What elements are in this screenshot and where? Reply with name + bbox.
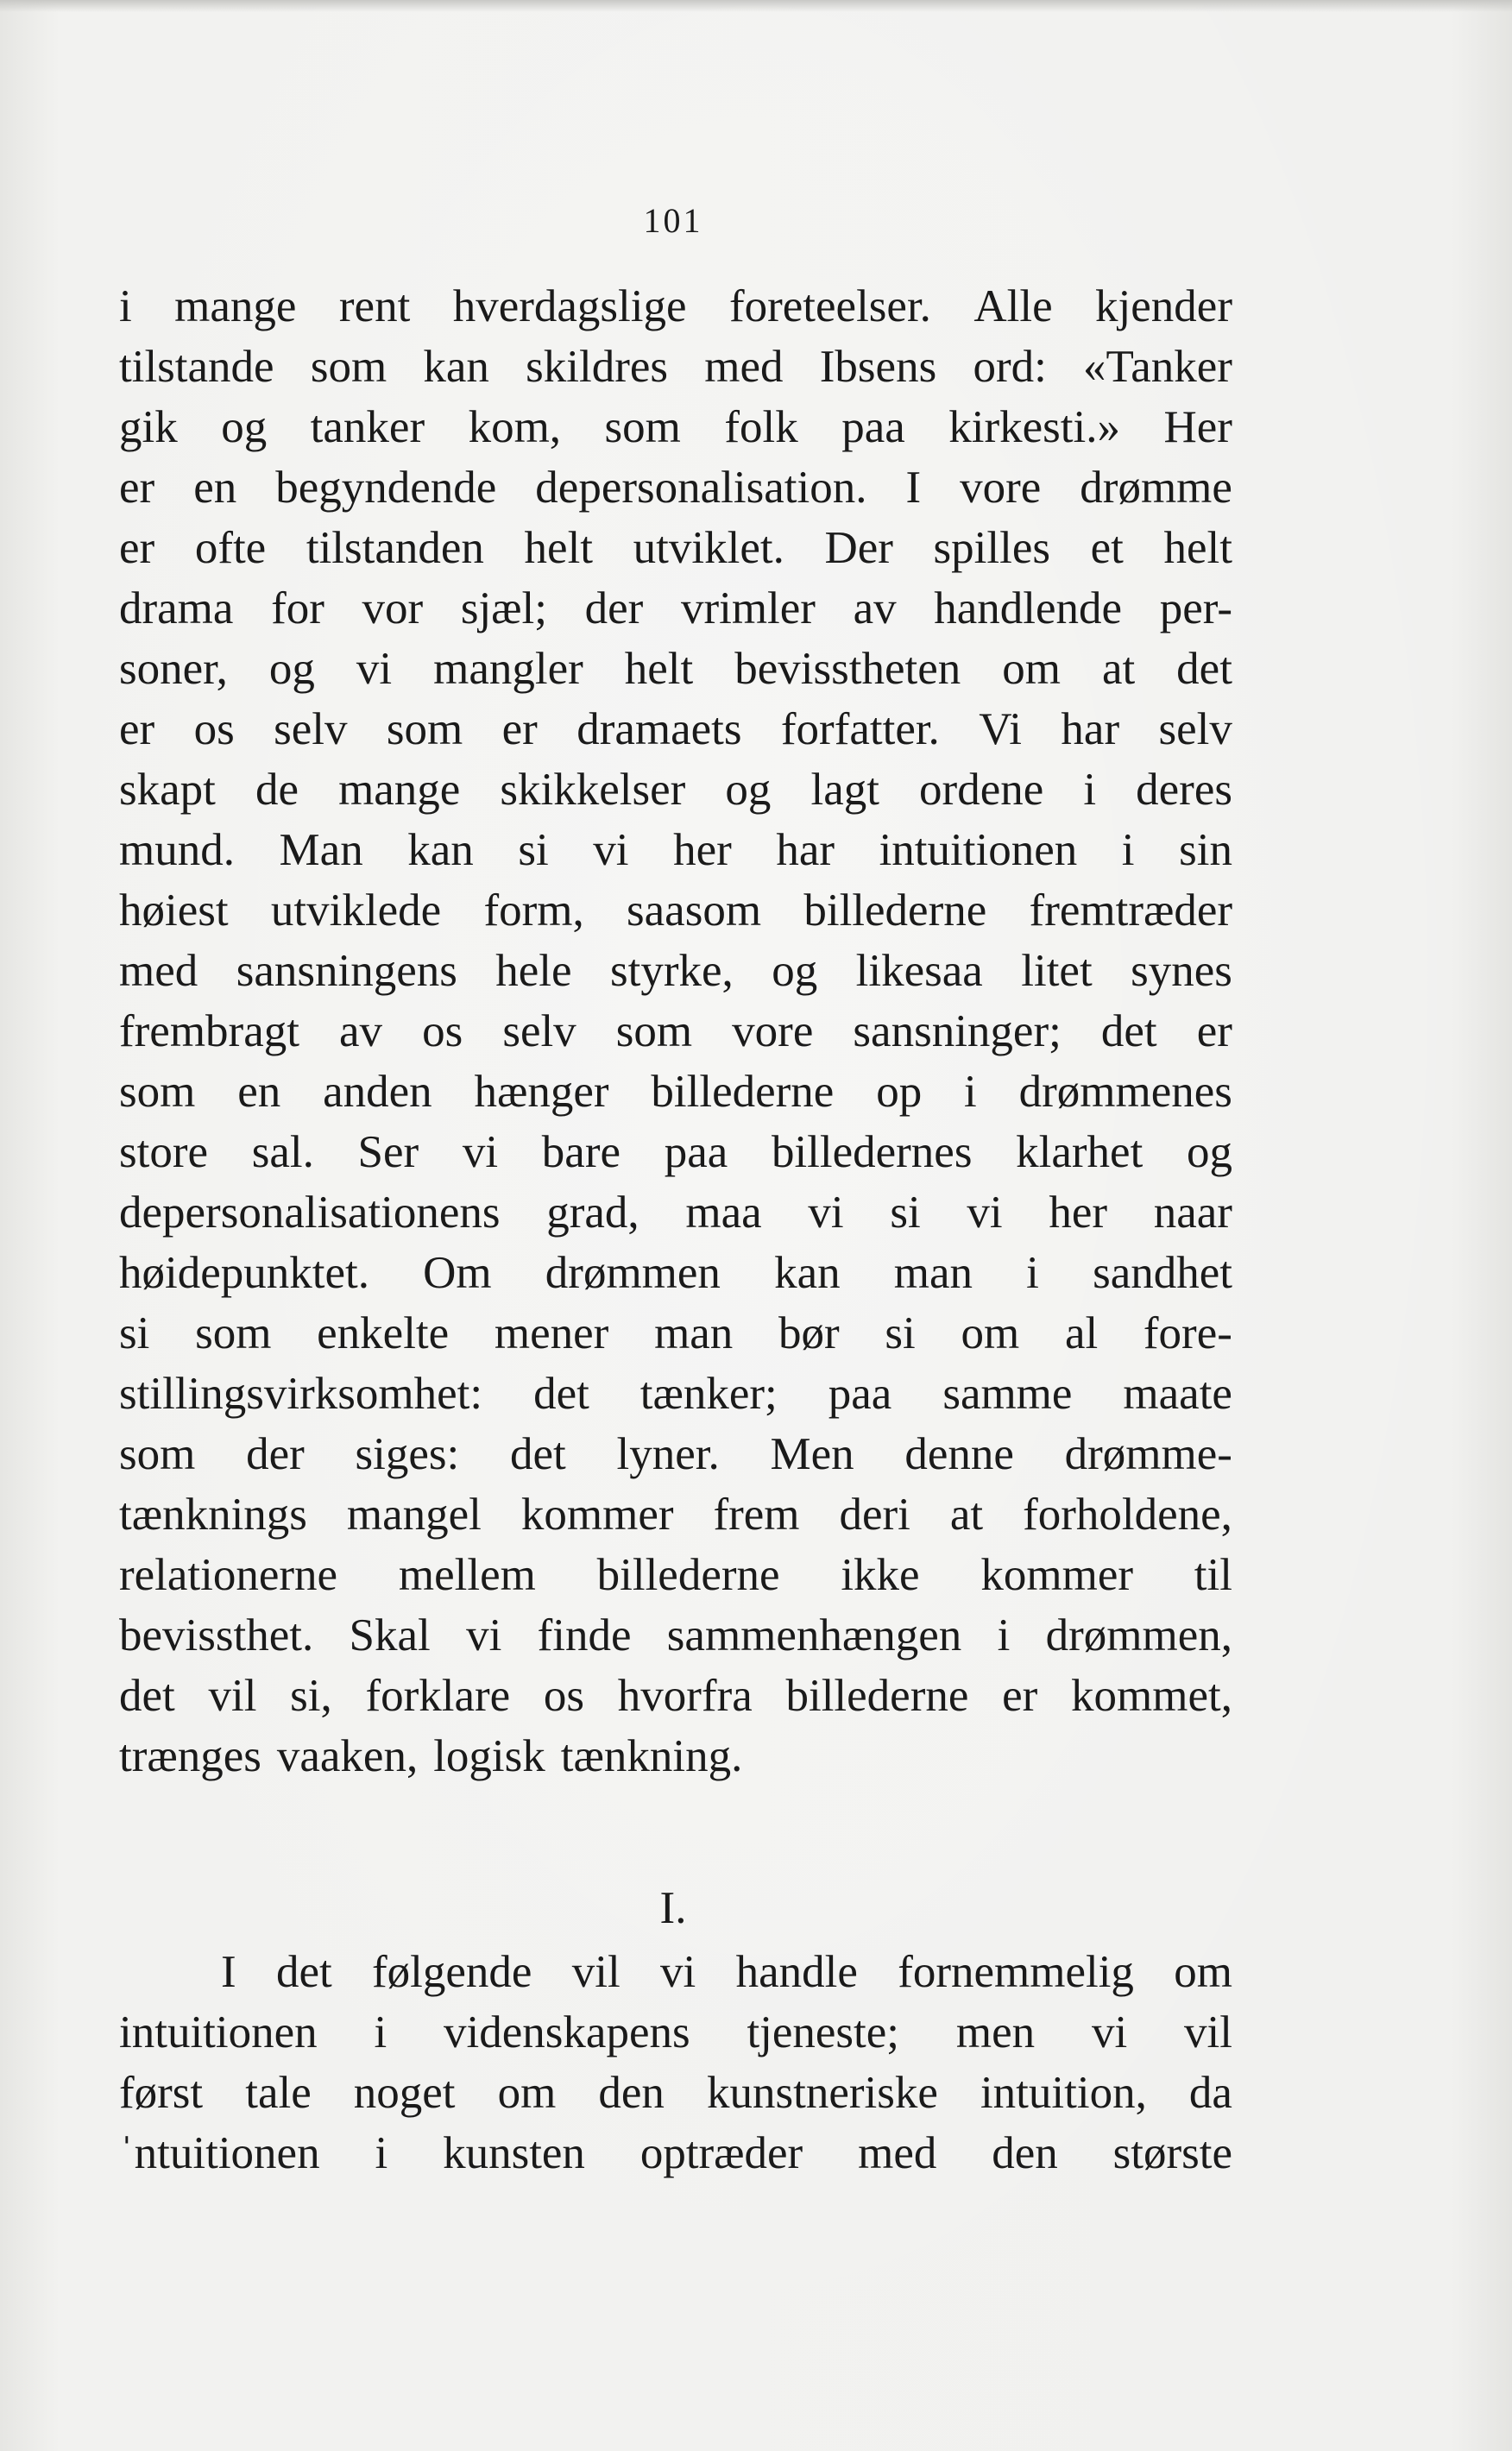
text-line: mund. Man kan si vi her har intuitionen i sin	[119, 825, 1232, 875]
text-line: som en anden hænger billederne op i drømmenes	[119, 1067, 1232, 1117]
text-line: som der siges: det lyner. Men denne drømme-	[119, 1429, 1232, 1479]
text-line: trænges vaaken, logisk tænkning.	[119, 1731, 743, 1781]
text-line: gik og tanker kom, som folk paa kirkesti.» Her	[119, 402, 1232, 452]
text-line: i mange rent hverdagslige foreteelser. Alle kjender	[119, 281, 1232, 331]
text-line: store sal. Ser vi bare paa billedernes klarhet og	[119, 1127, 1232, 1177]
text-line: si som enkelte mener man bør si om al fore-	[119, 1308, 1232, 1358]
text-line: soner, og vi mangler helt bevisstheten om at det	[119, 644, 1232, 694]
text-line: stillingsvirksomhet: det tænker; paa samme maate	[119, 1369, 1232, 1419]
text-line: bevissthet. Skal vi finde sammenhængen i drømmen,	[119, 1610, 1232, 1660]
text-line: skapt de mange skikkelser og lagt ordene i deres	[119, 765, 1232, 815]
text-line: det vil si, forklare os hvorfra billederne er kommet,	[119, 1671, 1232, 1721]
text-line: høidepunktet. Om drømmen kan man i sandhet	[119, 1248, 1232, 1298]
text-line: med sansningens hele styrke, og likesaa litet synes	[119, 946, 1232, 996]
text-line: intuitionen i videnskapens tjeneste; men vi vil	[119, 2007, 1232, 2057]
text-line: er ofte tilstanden helt utviklet. Der spilles et helt	[119, 523, 1232, 573]
page-top-edge	[0, 0, 1512, 12]
text-line: tilstande som kan skildres med Ibsens ord: «Tanker	[119, 342, 1232, 392]
text-line: relationerne mellem billederne ikke kommer til	[119, 1550, 1232, 1600]
text-line: frembragt av os selv som vore sansninger; det er	[119, 1006, 1232, 1056]
paragraph-2	[119, 1942, 1232, 2183]
text-line: depersonalisationens grad, maa vi si vi her naar	[119, 1188, 1232, 1238]
text-line: høiest utviklede form, saasom billederne fremtræder	[119, 885, 1232, 936]
page-number: 101	[643, 201, 703, 240]
text-line: er en begyndende depersonalisation. I vore drømme	[119, 463, 1232, 513]
text-line: tænknings mangel kommer frem deri at forholdene,	[119, 1490, 1232, 1540]
paragraph-1	[119, 276, 1232, 1786]
text-line: først tale noget om den kunstneriske intuition, da	[119, 2068, 1232, 2118]
text-line: drama for vor sjæl; der vrimler av handlende per-	[119, 583, 1232, 633]
text-line: ˈntuitionen i kunsten optræder med den største	[119, 2128, 1232, 2178]
section-heading: I.	[659, 1883, 687, 1933]
text-line: I det følgende vil vi handle fornemmelig om	[221, 1947, 1232, 1997]
text-line: er os selv som er dramaets forfatter. Vi har selv	[119, 704, 1232, 754]
